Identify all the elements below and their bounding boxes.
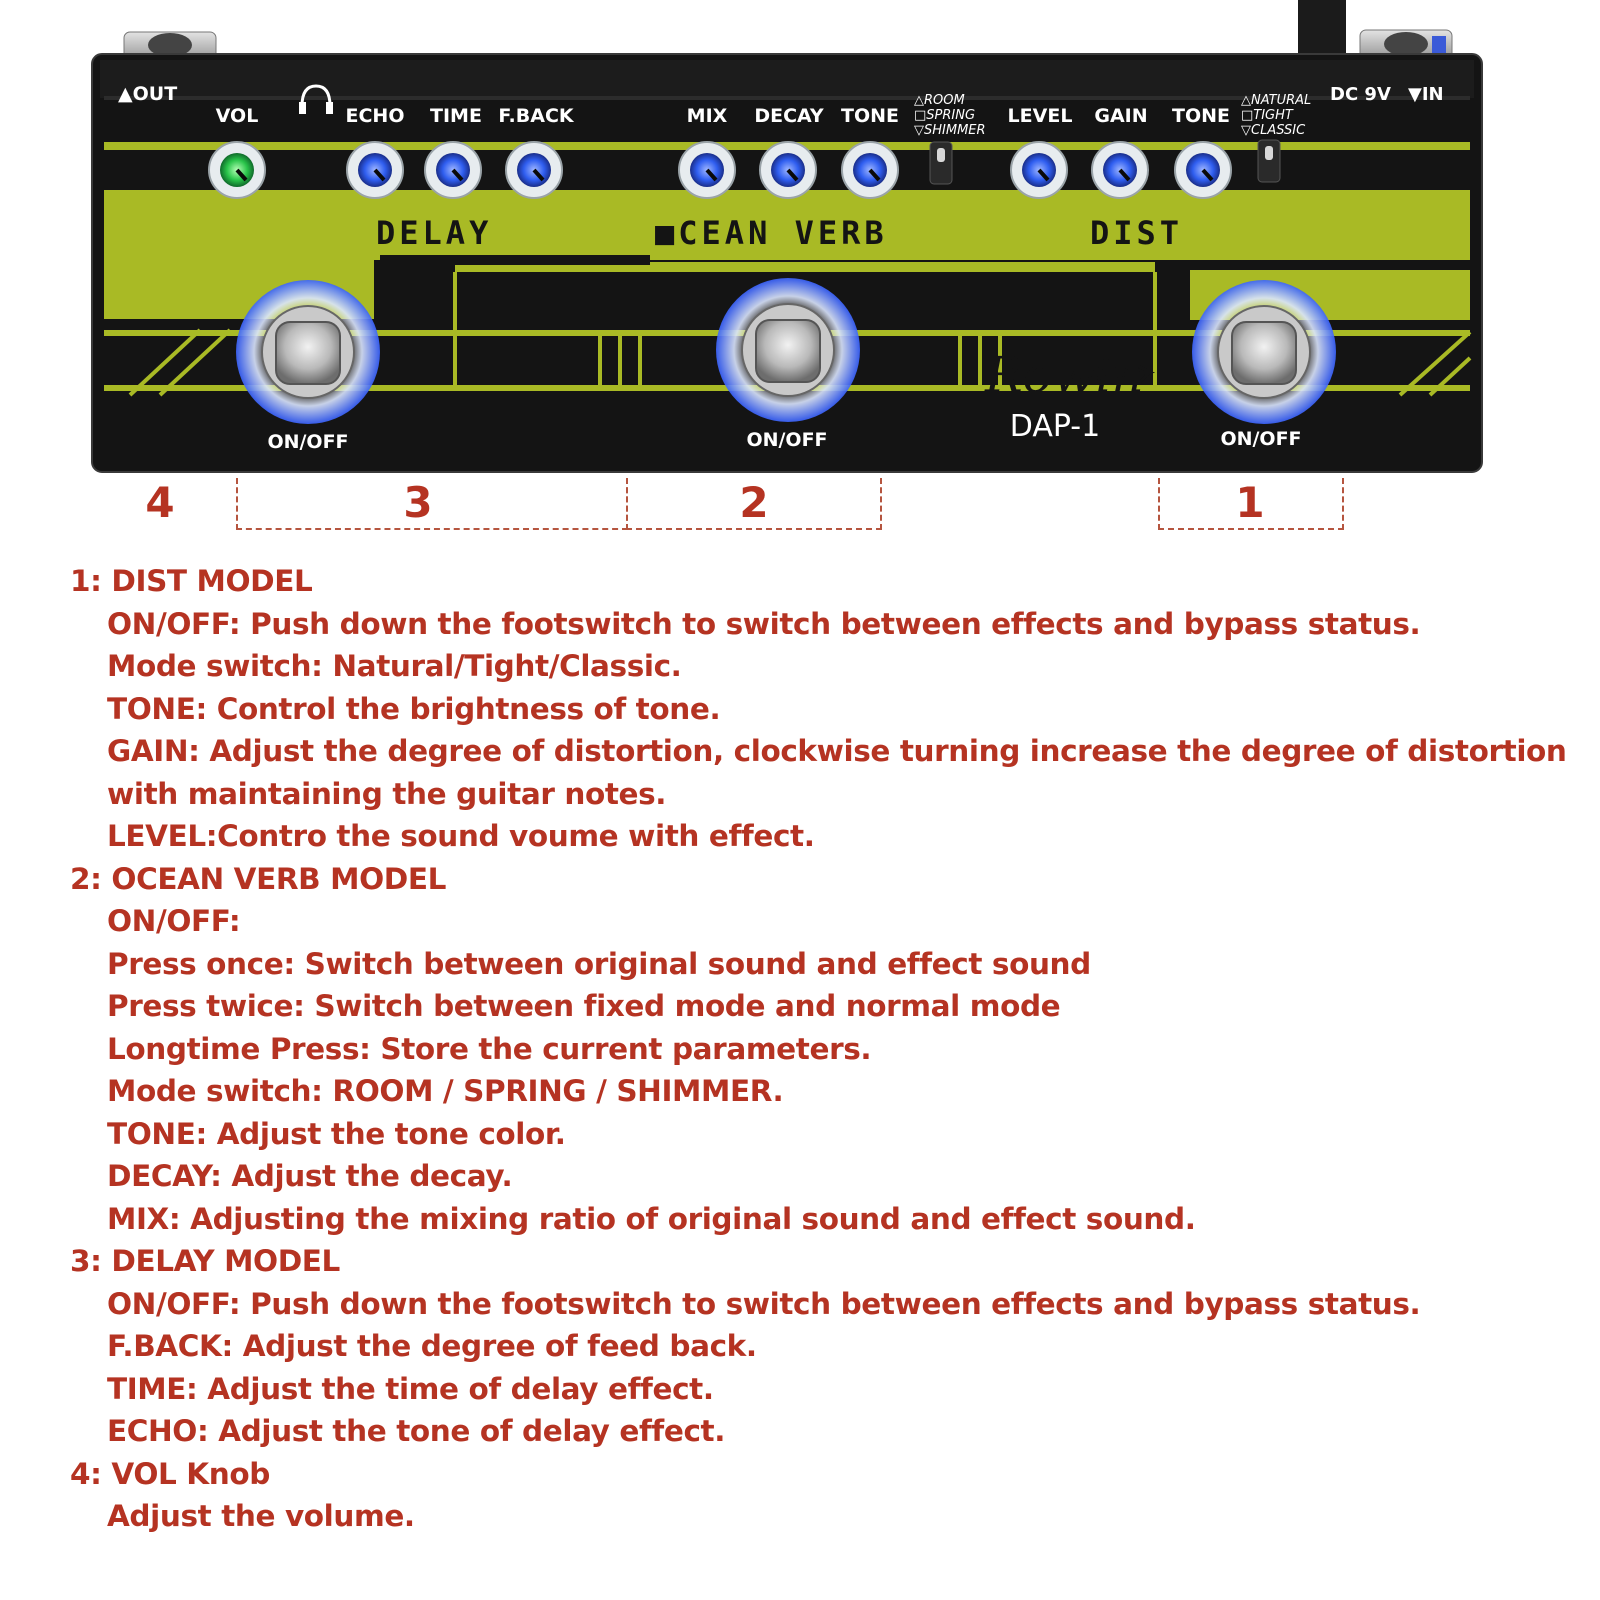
section-title bbox=[70, 560, 1590, 603]
instruction-line: DECAY: Adjust the decay. bbox=[107, 1159, 513, 1193]
section-name-dist: DIST bbox=[1090, 214, 1184, 252]
knob-gain[interactable] bbox=[1092, 142, 1148, 198]
power-cable bbox=[1298, 0, 1346, 62]
knob-label-time: TIME bbox=[430, 105, 482, 127]
knob-label-mix: MIX bbox=[686, 105, 728, 127]
out-label: ▲OUT bbox=[118, 83, 178, 105]
dist-mode-tight: □TIGHT bbox=[1241, 108, 1293, 123]
svg-text:Rowin: Rowin bbox=[985, 346, 1144, 404]
knob-label-gain: GAIN bbox=[1094, 105, 1148, 127]
callout-3: 3 bbox=[403, 478, 433, 527]
callout-1: 1 bbox=[1235, 478, 1265, 527]
knob-echo[interactable] bbox=[347, 142, 403, 198]
knob-time[interactable] bbox=[425, 142, 481, 198]
section-number: 1: bbox=[70, 564, 102, 598]
callout-2: 2 bbox=[739, 478, 769, 527]
instruction-text bbox=[70, 560, 1590, 1538]
model-name: DAP-1 bbox=[1009, 409, 1101, 444]
instruction-line: ON/OFF: bbox=[107, 904, 241, 938]
footswitch-reverb[interactable] bbox=[716, 278, 860, 422]
instruction-line: ON/OFF: Push down the footswitch to switch between effects and bypass status. bbox=[107, 606, 1421, 641]
reverb-mode-shimmer: ▽SHIMMER bbox=[914, 123, 986, 138]
instruction-line: Longtime Press: Store the current parameters. bbox=[107, 1031, 872, 1066]
knob-label-tone-verb: TONE bbox=[841, 105, 899, 127]
instruction-line: Adjust the volume. bbox=[107, 1499, 415, 1533]
in-label: ▼IN bbox=[1408, 84, 1444, 105]
knob-label-level: LEVEL bbox=[1007, 105, 1073, 127]
instruction-line: TIME: Adjust the time of delay effect. bbox=[107, 1371, 714, 1406]
reverb-mode-spring: □SPRING bbox=[914, 108, 976, 123]
knob-level[interactable] bbox=[1011, 142, 1067, 198]
knob-fback[interactable] bbox=[506, 142, 562, 198]
instruction-line: Mode switch: Natural/Tight/Classic. bbox=[107, 649, 682, 683]
section-title bbox=[70, 1240, 1590, 1283]
section-number: 4: bbox=[70, 1456, 102, 1491]
dist-mode-classic: ▽CLASSIC bbox=[1241, 123, 1306, 138]
instruction-line: LEVEL:Contro the sound voume with effect. bbox=[107, 819, 815, 853]
footswitch-dist[interactable] bbox=[1192, 280, 1336, 424]
section-title bbox=[70, 1453, 1590, 1496]
instruction-line: Mode switch: ROOM / SPRING / SHIMMER. bbox=[107, 1074, 784, 1108]
knob-vol[interactable] bbox=[209, 142, 265, 198]
footswitch-label-reverb: ON/OFF bbox=[746, 429, 828, 451]
instruction-line: TONE: Adjust the tone color. bbox=[107, 1116, 566, 1151]
section-title bbox=[70, 858, 1590, 901]
instruction-line: with maintaining the guitar notes. bbox=[107, 776, 667, 811]
footswitch-label-dist: ON/OFF bbox=[1220, 428, 1302, 450]
instruction-line: Press twice: Switch between fixed mode and normal mode bbox=[107, 989, 1061, 1023]
instruction-line: GAIN: Adjust the degree of distortion, clockwise turning increase the degree of distortion bbox=[107, 734, 1567, 768]
section-heading: OCEAN VERB MODEL bbox=[111, 861, 446, 896]
knob-tone-dist[interactable] bbox=[1175, 142, 1231, 198]
section-heading: DELAY MODEL bbox=[111, 1244, 340, 1278]
section-heading: DIST MODEL bbox=[111, 564, 313, 598]
pedal-image bbox=[0, 0, 1600, 478]
knob-label-vol: VOL bbox=[215, 105, 259, 127]
callout-4: 4 bbox=[145, 478, 175, 527]
dc-label: DC 9V bbox=[1330, 84, 1391, 105]
instruction-line: TONE: Control the brightness of tone. bbox=[107, 691, 721, 726]
knob-label-decay: DECAY bbox=[754, 105, 824, 127]
section-name-reverb: ■CEAN VERB bbox=[655, 214, 888, 252]
section-number: 2: bbox=[70, 861, 102, 896]
instruction-line: Press once: Switch between original sound and effect sound bbox=[107, 946, 1091, 981]
instruction-line: ON/OFF: Push down the footswitch to switch between effects and bypass status. bbox=[107, 1286, 1421, 1321]
brand-logo bbox=[984, 346, 1150, 404]
dist-mode-natural: △NATURAL bbox=[1241, 93, 1312, 108]
footswitch-delay[interactable] bbox=[236, 280, 380, 424]
instruction-line: F.BACK: Adjust the degree of feed back. bbox=[107, 1329, 757, 1363]
knob-decay[interactable] bbox=[760, 142, 816, 198]
reverb-mode-room: △ROOM bbox=[914, 93, 965, 108]
section-name-delay: DELAY bbox=[376, 214, 493, 252]
footswitch-label-delay: ON/OFF bbox=[267, 431, 349, 453]
knob-mix[interactable] bbox=[679, 142, 735, 198]
knob-label-echo: ECHO bbox=[345, 105, 405, 127]
dist-mode-switch[interactable] bbox=[1258, 140, 1280, 182]
instruction-line: ECHO: Adjust the tone of delay effect. bbox=[107, 1414, 726, 1448]
knob-label-tone-dist: TONE bbox=[1172, 105, 1230, 127]
knob-label-fback: F.BACK bbox=[498, 105, 574, 127]
section-heading: VOL Knob bbox=[111, 1456, 270, 1491]
reverb-mode-switch[interactable] bbox=[930, 142, 952, 184]
knob-tone-verb[interactable] bbox=[842, 142, 898, 198]
instruction-line: MIX: Adjusting the mixing ratio of original sound and effect sound. bbox=[107, 1201, 1196, 1236]
section-number: 3: bbox=[70, 1244, 102, 1278]
